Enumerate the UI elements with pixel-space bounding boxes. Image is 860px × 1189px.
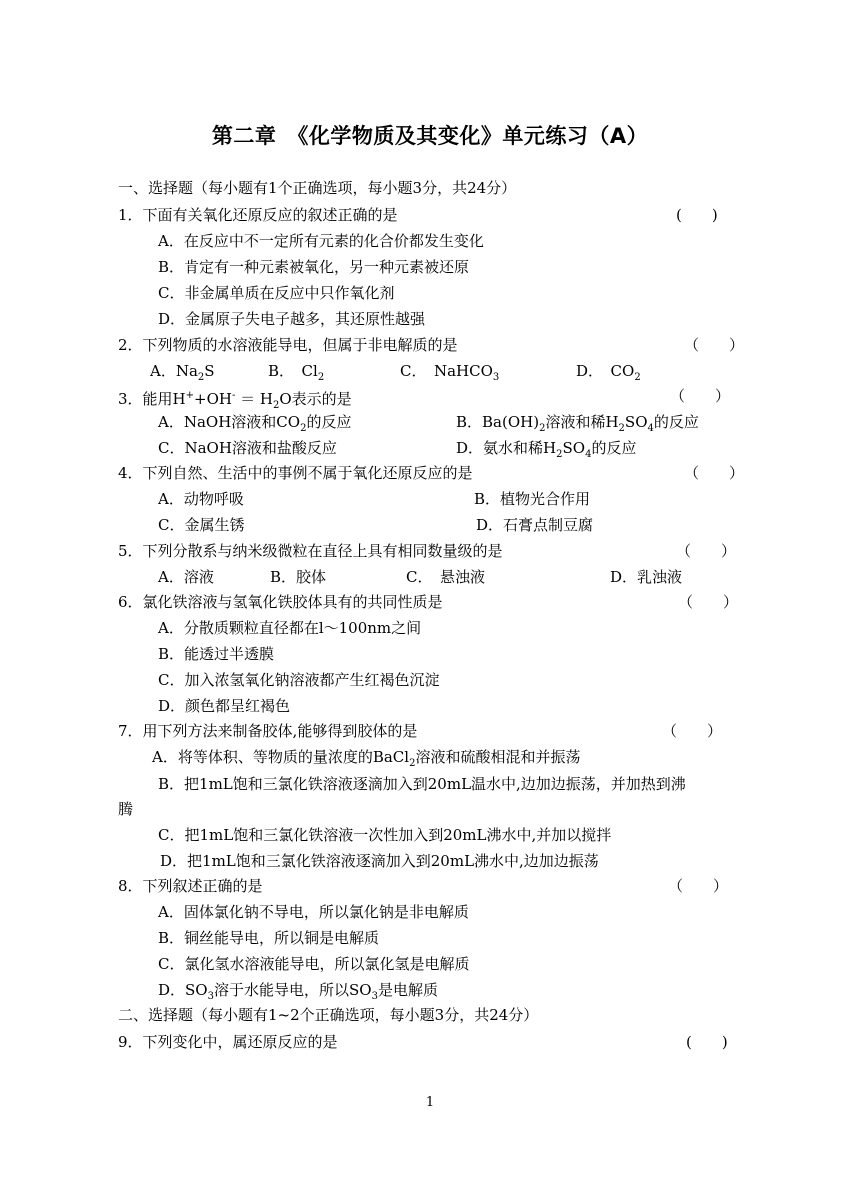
question-8-option-a: A．固体氯化钠不导电，所以氯化钠是非电解质 bbox=[158, 903, 469, 921]
question-2-option-b: B． $Cl_2$ bbox=[268, 362, 325, 383]
question-1-option-b: B．肯定有一种元素被氧化，另一种元素被还原 bbox=[158, 258, 470, 276]
question-2-stem: 2．下列物质的水溶液能导电，但属于非电解质的是 bbox=[118, 336, 458, 354]
question-8-option-d: D．$SO_3$溶于水能导电，所以$SO_3$是电解质 bbox=[158, 981, 438, 1002]
question-9-stem: 9．下列变化中，属还原反应的是 bbox=[118, 1033, 338, 1051]
question-7-option-b-line1: B．把1mL饱和三氯化铁溶液逐滴加入到20mL温水中,边加边振荡，并加热到沸 bbox=[158, 775, 686, 793]
question-4-option-a: A．动物呼吸 bbox=[158, 490, 244, 508]
question-6-option-c: C．加入浓氢氧化钠溶液都产生红褐色沉淀 bbox=[158, 671, 440, 689]
page-title: 第二章 《化学物质及其变化》单元练习（A） bbox=[211, 124, 649, 148]
question-7-option-b-line2: 腾 bbox=[118, 800, 134, 818]
question-5-answer-paren: （ ） bbox=[676, 542, 737, 560]
question-2-option-a: A．$Na_2S$ bbox=[150, 362, 215, 383]
question-1-stem: 1．下面有关氧化还原反应的叙述正确的是 bbox=[118, 206, 398, 224]
question-7-option-c: C．把1mL饱和三氯化铁溶液一次性加入到20mL沸水中,并加以搅拌 bbox=[158, 826, 612, 844]
page-number: 1 bbox=[425, 1095, 435, 1110]
question-8-stem: 8．下列叙述正确的是 bbox=[118, 877, 263, 895]
question-5-option-b: B．胶体 bbox=[270, 568, 327, 586]
question-8-option-b: B．铜丝能导电，所以铜是电解质 bbox=[158, 929, 380, 947]
question-4-stem: 4．下列自然、生活中的事例不属于氧化还原反应的是 bbox=[118, 464, 473, 482]
question-1-answer-paren: ( ) bbox=[676, 206, 718, 224]
question-4-option-d: D．石膏点制豆腐 bbox=[476, 516, 594, 534]
question-1-option-d: D．金属原子失电子越多，其还原性越强 bbox=[158, 310, 426, 328]
question-8-option-c: C．氯化氢水溶液能导电，所以氯化氢是电解质 bbox=[158, 955, 470, 973]
question-3-option-d: D．氨水和稀$H_2SO_4$的反应 bbox=[456, 439, 637, 460]
question-7-option-a: A．将等体积、等物质的量浓度的BaCl$_2$溶液和硫酸相混和并振荡 bbox=[152, 748, 581, 769]
question-5-stem: 5．下列分散系与纳米级微粒在直径上具有相同数量级的是 bbox=[118, 542, 503, 560]
question-3-option-a: A．NaOH溶液和$CO_2$的反应 bbox=[158, 413, 352, 434]
question-5-option-a: A．溶液 bbox=[158, 568, 214, 586]
section-heading-1: 一、选择题（每小题有1个正确选项，每小题3分，共24分） bbox=[118, 179, 517, 197]
question-2-option-c: C． NaHCO$_3$ bbox=[400, 362, 500, 383]
question-7-stem: 7．用下列方法来制备胶体,能够得到胶体的是 bbox=[118, 722, 418, 740]
question-7-answer-paren: （ ） bbox=[662, 722, 723, 740]
question-6-option-d: D．颜色都呈红褐色 bbox=[158, 697, 291, 715]
question-1-option-c: C．非金属单质在反应中只作氧化剂 bbox=[158, 284, 395, 302]
question-2-option-d: D． $CO_2$ bbox=[576, 362, 641, 383]
question-6-option-a: A．分散质颗粒直径都在l～100nm之间 bbox=[158, 619, 422, 637]
question-6-answer-paren: （ ） bbox=[678, 593, 739, 611]
question-4-answer-paren: （ ） bbox=[684, 464, 745, 482]
question-4-option-b: B．植物光合作用 bbox=[474, 490, 591, 508]
question-2-answer-paren: （ ） bbox=[684, 336, 745, 354]
section-heading-2: 二、选择题（每小题有1~2个正确选项，每小题3分，共24分） bbox=[118, 1006, 539, 1024]
question-1-option-a: A．在反应中不一定所有元素的化合价都发生变化 bbox=[158, 232, 484, 250]
question-3-option-c: C．NaOH溶液和盐酸反应 bbox=[158, 439, 337, 457]
question-3-option-b: B．$Ba(OH)_2$溶液和稀$H_2SO_4$的反应 bbox=[456, 413, 699, 434]
question-9-answer-paren: ( ) bbox=[686, 1033, 728, 1051]
question-3-answer-paren: （ ） bbox=[670, 387, 731, 405]
question-6-stem: 6．氯化铁溶液与氢氧化铁胶体具有的共同性质是 bbox=[118, 593, 443, 611]
question-5-option-c: C． 悬浊液 bbox=[406, 568, 485, 586]
question-3-stem: 3．能用$H^++OH^- = H_2O$表示的是 bbox=[118, 390, 352, 411]
question-7-option-d: D．把1mL饱和三氯化铁溶液逐滴加入到20mL沸水中,边加边振荡 bbox=[160, 852, 599, 870]
question-5-option-d: D．乳浊液 bbox=[610, 568, 683, 586]
question-8-answer-paren: （ ） bbox=[668, 877, 729, 895]
question-4-option-c: C．金属生锈 bbox=[158, 516, 245, 534]
question-6-option-b: B．能透过半透膜 bbox=[158, 645, 275, 663]
